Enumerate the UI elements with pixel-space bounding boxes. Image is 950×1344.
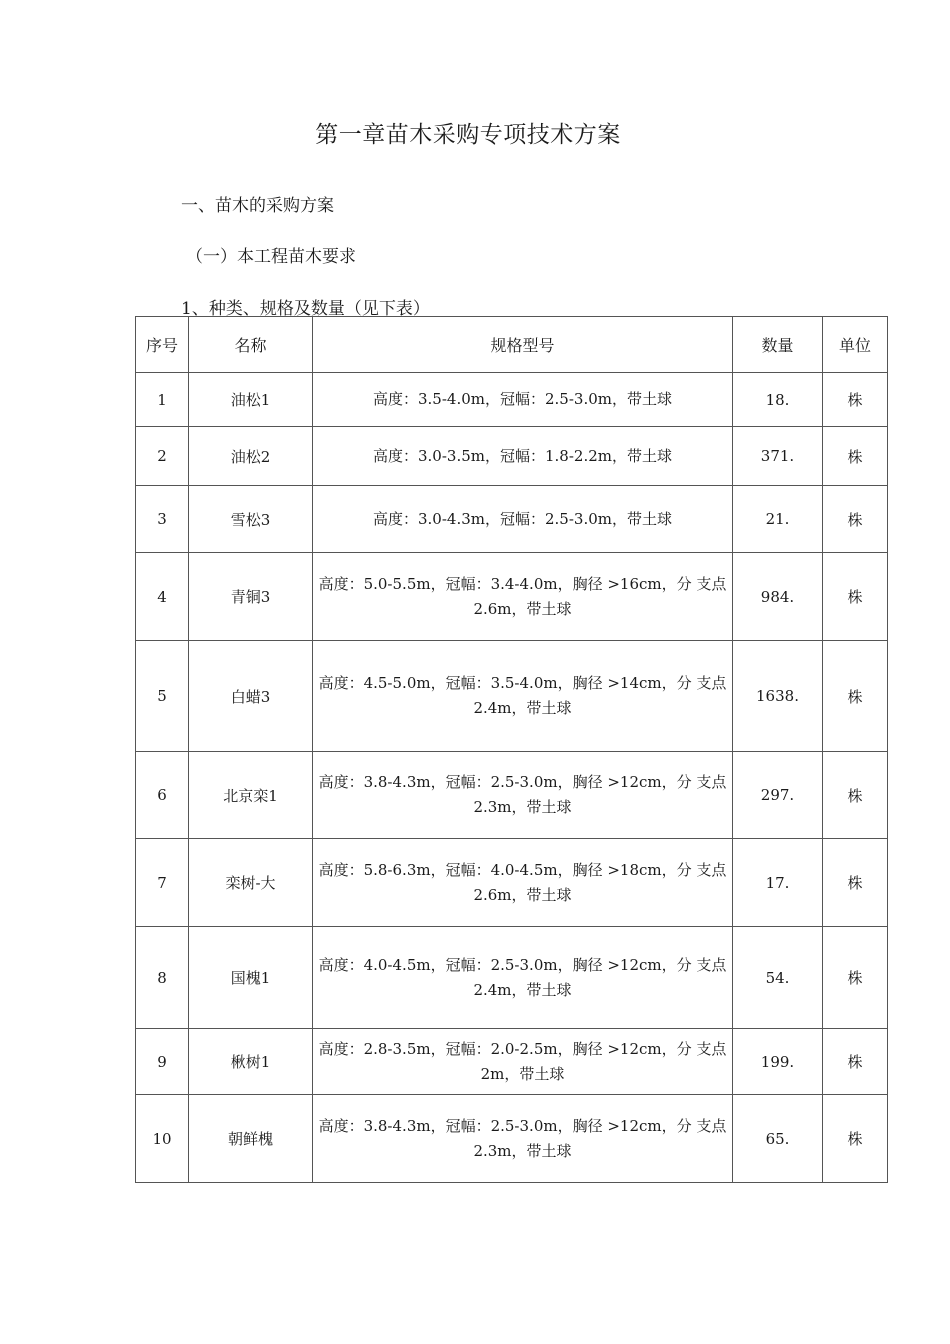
row-no: 3 [136, 486, 189, 553]
row-no: 6 [136, 752, 189, 839]
row-name: 白蜡3 [189, 641, 313, 752]
row-unit: 株 [823, 927, 888, 1029]
row-qty: 21. [733, 486, 823, 553]
table-row [136, 486, 888, 553]
header-unit: 单位 [823, 317, 888, 373]
row-spec: 高度：3.5-4.0m，冠幅：2.5-3.0m，带土球 [313, 373, 733, 427]
row-name: 北京栾1 [189, 752, 313, 839]
row-qty: 297. [733, 752, 823, 839]
row-no: 1 [136, 373, 189, 427]
row-qty: 18. [733, 373, 823, 427]
row-no: 7 [136, 839, 189, 927]
table-row [136, 553, 888, 641]
row-spec: 高度：5.8-6.3m，冠幅：4.0-4.5m，胸径 >18cm，分 支点2.6m，带土球 [313, 839, 733, 927]
table-row [136, 752, 888, 839]
header-no: 序号 [136, 317, 189, 373]
row-unit: 株 [823, 373, 888, 427]
row-name: 油松1 [189, 373, 313, 427]
table-row [136, 1095, 888, 1183]
header-qty: 数量 [733, 317, 823, 373]
row-no: 8 [136, 927, 189, 1029]
row-no: 9 [136, 1029, 189, 1095]
row-name: 青铜3 [189, 553, 313, 641]
row-qty: 54. [733, 927, 823, 1029]
row-qty: 371. [733, 427, 823, 486]
table-row [136, 839, 888, 927]
row-qty: 1638. [733, 641, 823, 752]
row-spec: 高度：5.0-5.5m，冠幅：3.4-4.0m，胸径 >16cm，分 支点2.6m，带土球 [313, 553, 733, 641]
row-spec: 高度：2.8-3.5m，冠幅：2.0-2.5m，胸径 >12cm，分 支点2m，带土球 [313, 1029, 733, 1095]
row-name: 楸树1 [189, 1029, 313, 1095]
table-row [136, 373, 888, 427]
row-spec: 高度：3.8-4.3m，冠幅：2.5-3.0m，胸径 >12cm，分 支点2.3m，带土球 [313, 1095, 733, 1183]
row-unit: 株 [823, 839, 888, 927]
section-heading-2: （一）本工程苗木要求 [186, 247, 356, 267]
page-title: 第一章苗木采购专项技术方案 [315, 122, 621, 148]
row-name: 栾树-大 [189, 839, 313, 927]
table-row [136, 641, 888, 752]
row-unit: 株 [823, 1095, 888, 1183]
row-qty: 17. [733, 839, 823, 927]
section-heading-1: 一、苗木的采购方案 [181, 196, 334, 216]
row-qty: 199. [733, 1029, 823, 1095]
row-qty: 984. [733, 553, 823, 641]
row-spec: 高度：3.0-3.5m，冠幅：1.8-2.2m，带土球 [313, 427, 733, 486]
row-unit: 株 [823, 553, 888, 641]
row-unit: 株 [823, 641, 888, 752]
row-no: 5 [136, 641, 189, 752]
row-name: 雪松3 [189, 486, 313, 553]
table-row [136, 1029, 888, 1095]
row-spec: 高度：4.5-5.0m，冠幅：3.5-4.0m，胸径 >14cm，分 支点2.4m，带土球 [313, 641, 733, 752]
row-no: 4 [136, 553, 189, 641]
row-unit: 株 [823, 486, 888, 553]
row-name: 朝鲜槐 [189, 1095, 313, 1183]
row-unit: 株 [823, 752, 888, 839]
table-header-row [136, 317, 888, 373]
row-no: 2 [136, 427, 189, 486]
row-qty: 65. [733, 1095, 823, 1183]
table-row [136, 427, 888, 486]
row-no: 10 [136, 1095, 189, 1183]
row-name: 国槐1 [189, 927, 313, 1029]
row-unit: 株 [823, 427, 888, 486]
row-spec: 高度：3.8-4.3m，冠幅：2.5-3.0m，胸径 >12cm，分 支点2.3m，带土球 [313, 752, 733, 839]
row-spec: 高度：3.0-4.3m，冠幅：2.5-3.0m，带土球 [313, 486, 733, 553]
row-unit: 株 [823, 1029, 888, 1095]
seedling-spec-table [135, 316, 888, 1183]
header-spec: 规格型号 [313, 317, 733, 373]
section-heading-3: 1、种类、规格及数量（见下表） [181, 299, 430, 319]
header-name: 名称 [189, 317, 313, 373]
table-row [136, 927, 888, 1029]
row-spec: 高度：4.0-4.5m，冠幅：2.5-3.0m，胸径 >12cm，分 支点2.4m，带土球 [313, 927, 733, 1029]
row-name: 油松2 [189, 427, 313, 486]
